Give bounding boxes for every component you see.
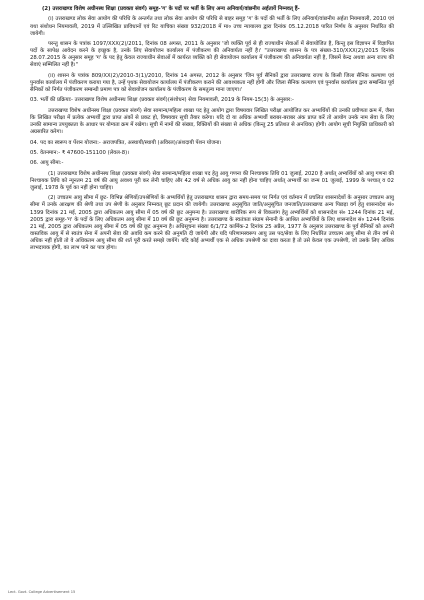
para-2-i: (i) उत्तराखण्ड लोक सेवा आयोग की परिधि के अन्तर्गत तथा लोक सेवा आयोग की परिधि से बाहर समूह 'ग' के पदों की भर्ती के लिए अनिवार्य/वांछनीय अर्हता नियमावली, 2010 एवं यथा संशोधन नियमावली, 2019 में उल्लिखित प्राविधानों एवं रिट याचिका संख्या 932/2018 में मा० उच्च न्यायालय द्वारा दिनांक 05.12.2018 पारित निर्णय के अनुसार निर्धारित की जायेगी। — [30, 16, 394, 37]
eligibility-heading: (2) उत्तराखण्ड विशेष अधीनस्थ शिक्षा (प्रवक्ता संवर्ग) समूह-'ग' के पदों पर भर्ती के लिए अन्य अनिवार्य/वांछनीय अर्हतायें निम्नवत् हैं- — [42, 6, 300, 12]
section-06-age-limit: 06. आयु सीमा:- — [30, 160, 64, 167]
section-05-pay-scale: 05. वेतनमान:- ₹ 47600-151100 (लेवल-8)। — [30, 149, 130, 156]
para-age-2-relaxation: (2) उच्चतम आयु सीमा में छूट- विभिन्न श्रेणियों/उपश्रेणियों के अभ्यर्थियों हेतु उत्तराखण्ड शासन द्वारा समय-समय पर निर्गत एवं वर्तमान में प्रचलित शासनादेशों के अनुसार उच्चतम आयु सीमा में उनके आरक्षण की श्रेणी तथा उप श्रेणी के अनुसार निम्नवत् छूट प्रदान की जायेगी। उत्तराखण्ड अनुसूचित जाति/अनुसूचित जनजाति/उत्तराखण्ड अन्य पिछड़ा वर्ग हेतु शासनादेश सं० 1399 दिनांक 21 मई, 2005 द्वारा अधिकतम आयु सीमा में 05 वर्ष की छूट अनुमन्य है। उत्तराखण्ड शारीरिक रूप से विकलांग हेतु अभ्यर्थियों को शासनादेश सं० 1244 दिनांक 21 मई, 2005 द्वारा समूह-'ग' के पदों के लिए अधिकतम आयु सीमा में 10 वर्ष की छूट अनुमन्य है। उत्तराखण्ड के स्वतंत्रता संग्राम सेनानी के आश्रित अभ्यर्थियों के लिए शासनादेश सं० 1244 दिनांक 21 मई, 2005 द्वारा अधिकतम आयु सीमा में 05 वर्ष की छूट अनुमन्य है। अधिसूचना संख्या 6/1/72 कार्मिक-2 दिनांक 25 अप्रैल, 1977 के अनुसार उत्तराखण्ड के पूर्व सैनिकों को अपनी वास्तविक आयु में से स्वतंत्र सेना में अपनी सेवा की अवधि कम करने की अनुमति दी जायेगी और यदि परिणामस्वरूप आयु उस पद/सेवा के लिए निर्धारित उच्चतम आयु सीमा से तीन वर्ष से अधिक नहीं होती तो वे अधिकतम आयु सीमा की शर्त पूरी करते समझे जायेंगे। यदि कोई अभ्यर्थी एक से अधिक उपश्रेणी का दावा करता है तो उसे केवल एक उपश्रेणी, जो उसके लिए अधिक लाभदायक होगी, का लाभ पाने का पात्र होगा। — [30, 195, 394, 252]
para-recruitment-detail: उत्तराखण्ड विशेष अधीनस्थ शिक्षा (प्रवक्ता संवर्ग) सेवा सामान्य/महिला शाखा पद हेतु आयोग द्वारा विषयवार लिखित परीक्षा आयोजित कर अभ्यर्थियों की उनकी प्रवीणता क्रम में, जैसा कि लिखित परीक्षा में प्रत्येक अभ्यर्थी द्वारा प्राप्त अंकों से प्रकट हो, विषयवार सूची तैयार करेगा। यदि दो या अधिक अभ्यर्थी बराबर-बराबर अंक प्राप्त करें तो आयोग उनके नाम सेवा के लिए उनकी सामान्य उपयुक्तता के आधार पर योग्यता क्रम में रखेगा। सूची में नामों की संख्या, रिक्तियों की संख्या से अधिक (किन्तु 25 प्रतिशत से अनधिक) होगी। आयोग सूची नियुक्ति प्राधिकारी को अग्रसारित करेगा। — [30, 107, 394, 136]
section-03-recruitment-process: 03. भर्ती की प्रक्रियाः- उत्तराखण्ड विशेष अधीनस्थ शिक्षा (प्रवक्ता संवर्ग)(संशोधन) सेवा नियमावली, 2019 के नियम-15(3) के अनुसार:- — [30, 97, 294, 104]
page-footer: Lect. Govt. College Advertisement 15 — [8, 589, 76, 594]
para-proviso: परन्तु शासन के पत्रांक 1097/XXX(2)/2011, दिनांक 08 अगस्त, 2011 के अनुसार 'जो व्यक्ति पूर्व से ही राज्याधीन सेवाओं में सेवायोजित है, किन्तु इस विज्ञापन में विज्ञापित पदों के सापेक्ष आवेदन करने के इच्छुक है, उनके लिए सेवायोजन कार्यालय में पंजीकरण की अनिवार्यता नहीं है।' "उत्तराखण्ड शासन के पत्र संख्या-310/XXX(2)/2015 दिनांक 28.07.2015 के अनुसार समूह 'ग' के पद हेतु केवल राज्याधीन सेवाओं में कार्यरत व्यक्ति को ही सेवायोजन कार्यालय में पंजीकरण की अनिवार्यता नहीं है, जिसमें केन्द्र अथवा अन्य राज्य की सेवाएं सम्मिलित नहीं है।" — [30, 41, 394, 69]
para-2-ii: (ii) शासन के पत्रांक 809/XX(2)/2010-3(1)/2010, दिनांक 14 अगस्त, 2012 के अनुसार 'जिन पूर्व सैनिकों द्वारा उत्तराखण्ड राज्य के किसी जिला सैनिक कल्याण एवं पुनर्वास कार्यालय में पंजीकरण कराया गया है, उन्हें पृथक सेवायोजन कार्यालय में पंजीकरण कराने की आवश्यकता नहीं होगी और जिला सैनिक कल्याण एवं पुनर्वास कार्यालय द्वारा सम्बन्धित पूर्व सैनिकों को निर्गत पंजीकरण सम्बन्धी प्रमाण पत्र को सेवायोजन कार्यालय के पंजीकरण के समतुल्य माना जाएगा।' — [30, 72, 394, 94]
para-age-1: (1) उत्तराखण्ड विशेष अधीनस्थ शिक्षा (प्रवक्ता संवर्ग) सेवा सामान्य/महिला शाखा पद हेतु आयु गणना की निश्चायक तिथि 01 जुलाई, 2020 है अर्थात् अभ्यर्थियों को आयु गणना की निश्चायक तिथि को न्यूनतम 21 वर्ष की आयु अवश्य पूरी कर लेनी चाहिए और 42 वर्ष से अधिक आयु का नहीं होना चाहिए अर्थात् अभ्यर्थी का जन्म 01 जुलाई, 1999 के पश्चात् व 02 जुलाई, 1978 के पूर्व का नहीं होना चाहिए। — [30, 170, 394, 191]
section-04-nature-of-post: 04. पद का स्वरूप व पेंशन योजना:- अराजपत्रित, अस्थायी/स्थायी (अविरल)/अंशदायी पेंशन योजना। — [30, 139, 222, 146]
